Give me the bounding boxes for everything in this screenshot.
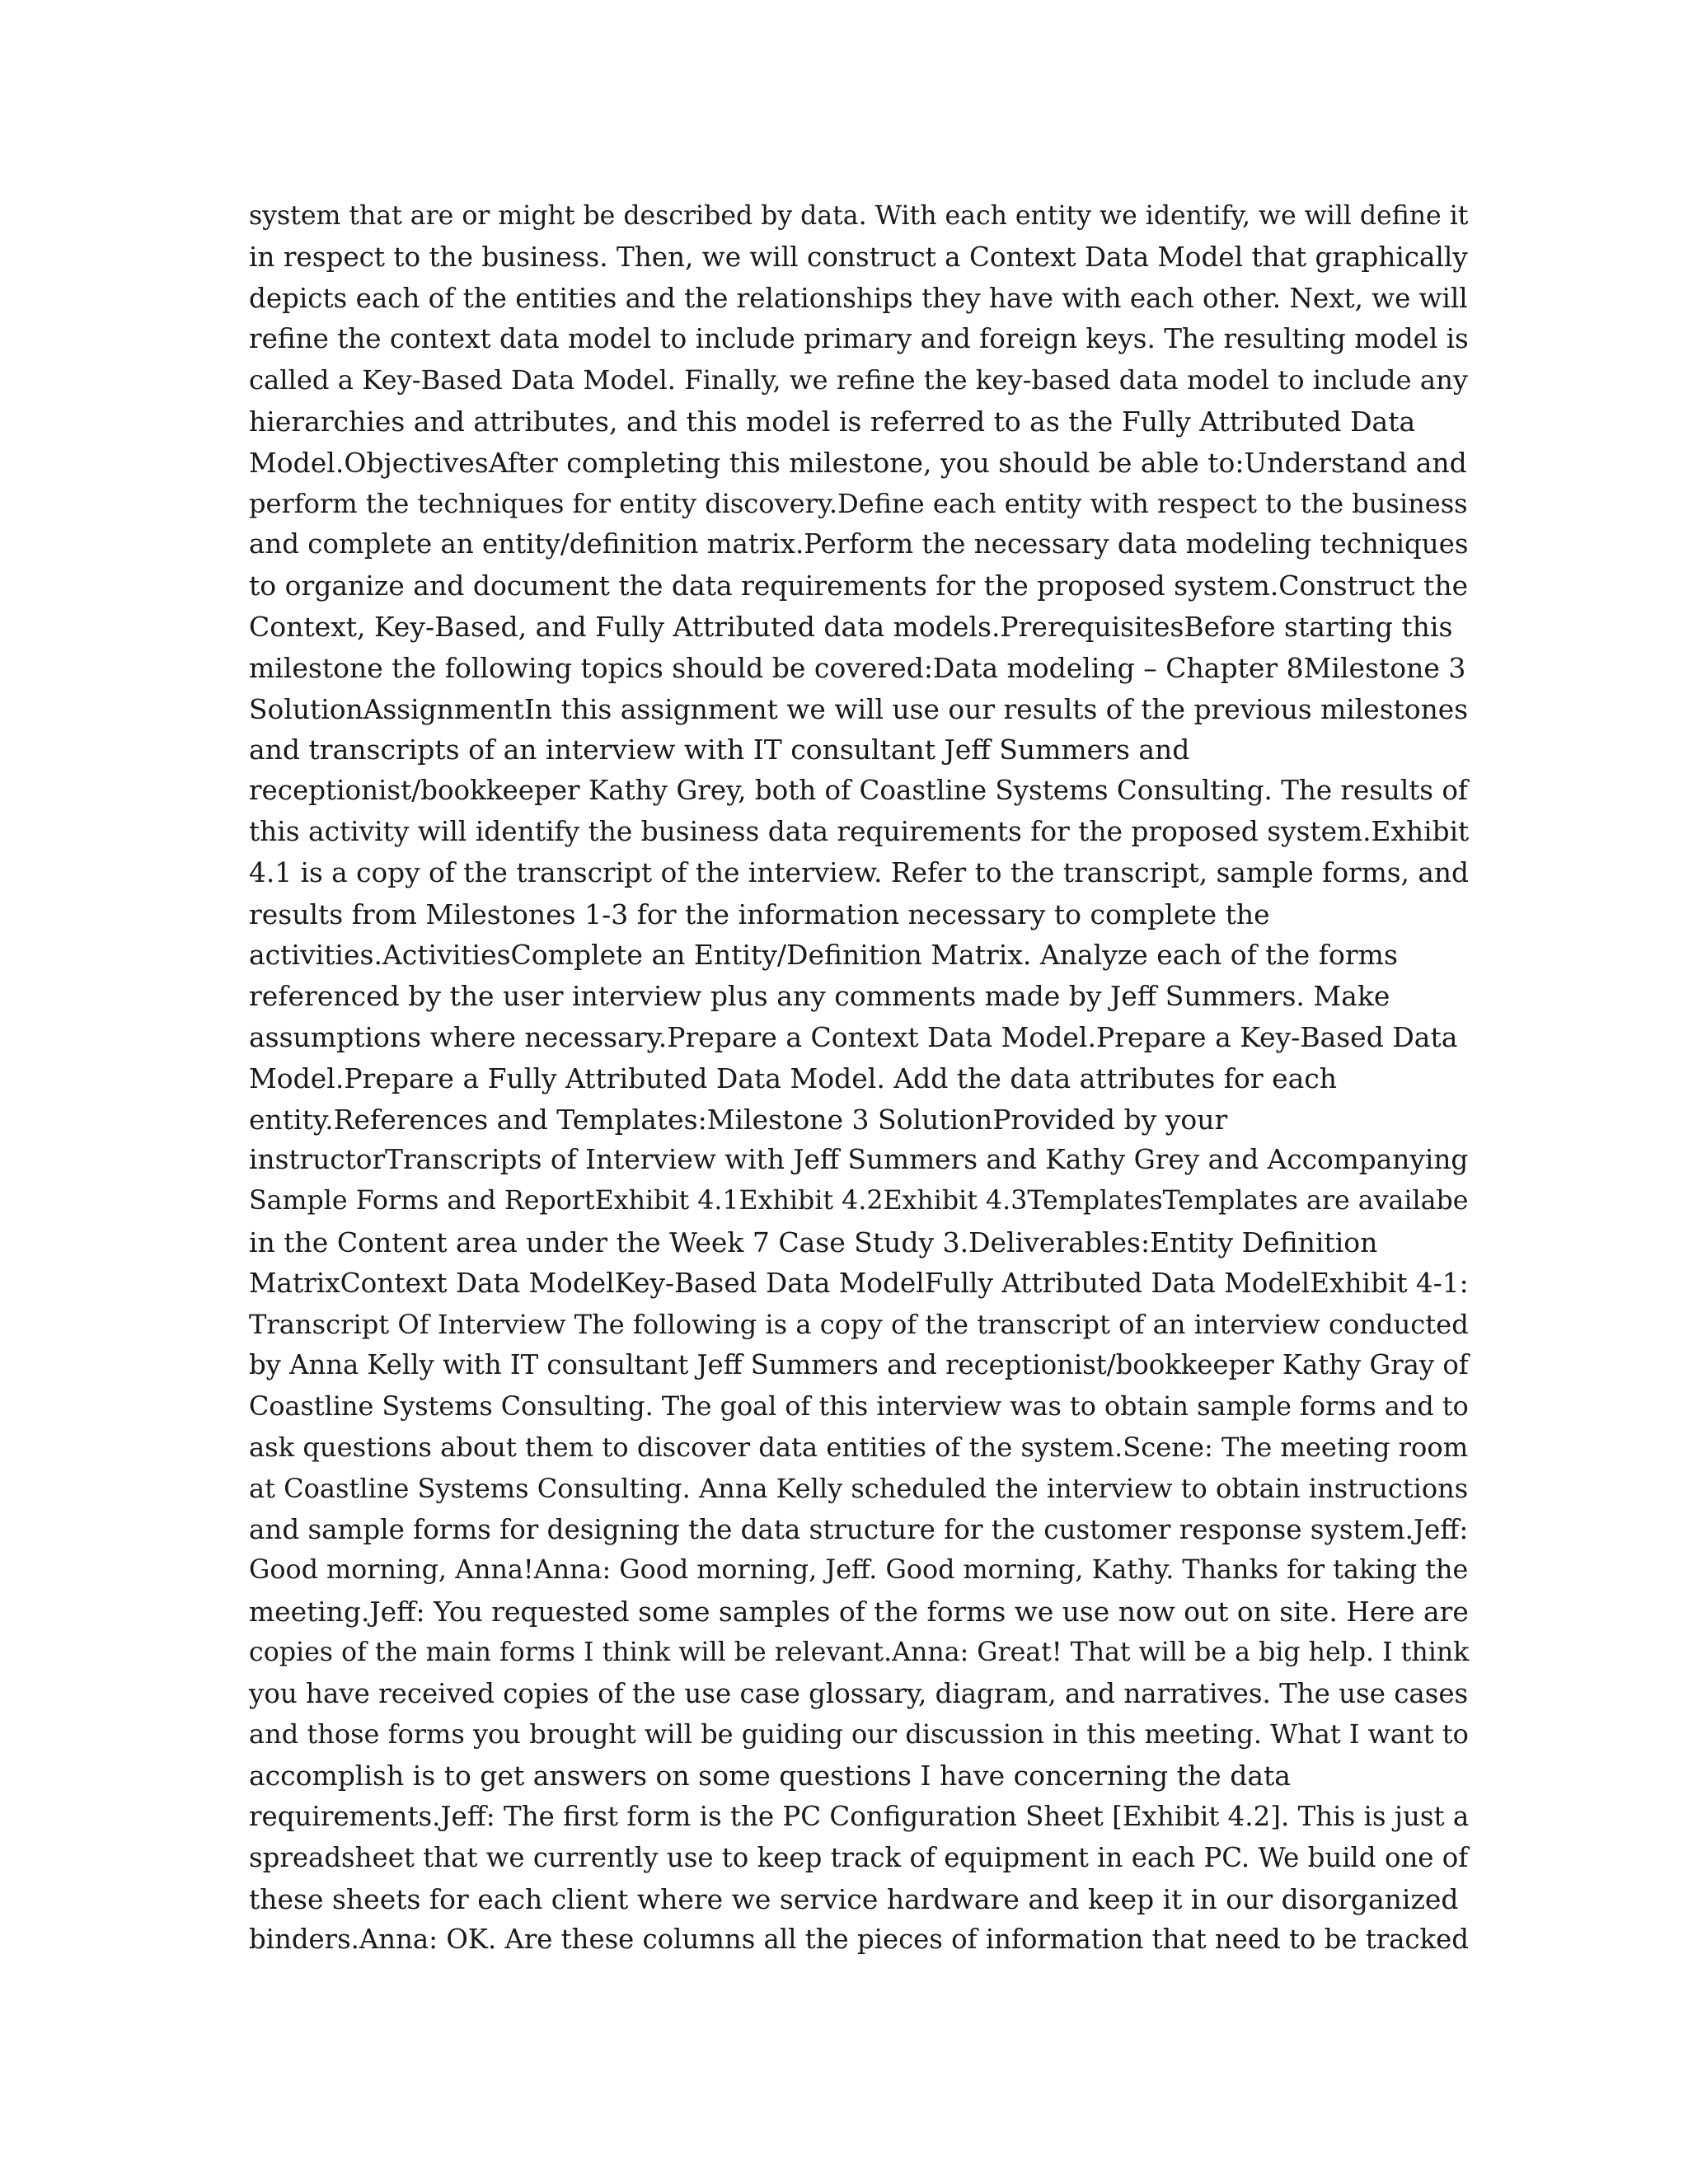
text-line: at Coastline Systems Consulting. Anna Kelly scheduled the interview to obtain instructions bbox=[249, 1472, 1469, 1504]
text-line: and those forms you brought will be guiding our discussion in this meeting. What I want to bbox=[249, 1718, 1469, 1750]
text-line: perform the techniques for entity discovery.Define each entity with respect to the business bbox=[249, 487, 1468, 519]
text-line: in the Content area under the Week 7 Case Study 3.Deliverables:Entity Definition bbox=[249, 1226, 1378, 1258]
text-line: accomplish is to get answers on some questions I have concerning the data bbox=[249, 1760, 1291, 1793]
text-line: SolutionAssignmentIn this assignment we will use our results of the previous milestones bbox=[249, 692, 1469, 725]
text-line: Transcript Of Interview The following is a copy of the transcript of an interview conducted bbox=[249, 1308, 1469, 1340]
text-line: requirements.Jeff: The first form is the PC Configuration Sheet [Exhibit 4.2]. This is just a bbox=[249, 1801, 1470, 1833]
text-line: milestone the following topics should be covered:Data modeling – Chapter 8Milestone 3 bbox=[249, 651, 1466, 684]
text-line: results from Milestones 1-3 for the information necessary to complete the bbox=[249, 898, 1270, 930]
text-line: activities.ActivitiesComplete an Entity/Definition Matrix. Analyze each of the forms bbox=[249, 939, 1398, 972]
text-line: meeting.Jeff: You requested some samples of the forms we use now out on site. Here are bbox=[249, 1596, 1469, 1629]
text-line: in respect to the business. Then, we will construct a Context Data Model that graphically bbox=[249, 241, 1468, 273]
text-line: ask questions about them to discover data entities of the system.Scene: The meeting room bbox=[249, 1431, 1469, 1463]
text-line: to organize and document the data requirements for the proposed system.Construct the bbox=[249, 569, 1469, 602]
text-line: hierarchies and attributes, and this model is referred to as the Fully Attributed Data bbox=[249, 405, 1416, 438]
text-line: entity.References and Templates:Milestone 3 SolutionProvided by your bbox=[249, 1103, 1228, 1136]
text-line: receptionist/bookkeeper Kathy Grey, both of Coastline Systems Consulting. The results of bbox=[249, 775, 1468, 807]
text-line: referenced by the user interview plus any comments made by Jeff Summers. Make bbox=[249, 980, 1390, 1013]
body-text bbox=[249, 196, 1469, 1961]
text-line: called a Key-Based Data Model. Finally, we refine the key-based data model to include any bbox=[249, 364, 1469, 396]
text-line: spreadsheet that we currently use to keep track of equipment in each PC. We build one of bbox=[249, 1841, 1469, 1873]
text-line: Context, Key-Based, and Fully Attributed data models.PrerequisitesBefore starting this bbox=[249, 610, 1453, 643]
text-line: Model.Prepare a Fully Attributed Data Model. Add the data attributes for each bbox=[249, 1062, 1338, 1094]
text-line: Good morning, Anna!Anna: Good morning, Jeff. Good morning, Kathy. Thanks for taking the bbox=[249, 1555, 1469, 1586]
text-line: copies of the main forms I think will be relevant.Anna: Great! That will be a big help. I think bbox=[249, 1637, 1470, 1667]
text-line: refine the context data model to include primary and foreign keys. The resulting model is bbox=[249, 323, 1469, 355]
text-line: by Anna Kelly with IT consultant Jeff Summers and receptionist/bookkeeper Kathy Gray of bbox=[249, 1349, 1469, 1381]
text-line: binders.Anna: OK. Are these columns all the pieces of information that need to be tracked bbox=[249, 1924, 1469, 1956]
text-line: Coastline Systems Consulting. The goal of this interview was to obtain sample forms and to bbox=[249, 1390, 1469, 1422]
text-line: Model.ObjectivesAfter completing this milestone, you should be able to:Understand and bbox=[249, 446, 1467, 479]
text-line: depicts each of the entities and the relationships they have with each other. Next, we will bbox=[249, 282, 1468, 314]
text-line: you have received copies of the use case glossary, diagram, and narratives. The use cases bbox=[249, 1677, 1469, 1709]
text-line: instructorTranscripts of Interview with Jeff Summers and Kathy Grey and Accompanying bbox=[249, 1144, 1469, 1176]
text-line: this activity will identify the business data requirements for the proposed system.Exhibit bbox=[249, 815, 1470, 847]
text-line: and sample forms for designing the data structure for the customer response system.Jeff: bbox=[249, 1513, 1469, 1545]
text-line: these sheets for each client where we service hardware and keep it in our disorganized bbox=[249, 1882, 1459, 1915]
text-line: system that are or might be described by data. With each entity we identify, we will define it bbox=[249, 201, 1469, 231]
text-line: and complete an entity/definition matrix.Perform the necessary data modeling techniques bbox=[249, 528, 1469, 560]
text-line: and transcripts of an interview with IT consultant Jeff Summers and bbox=[249, 733, 1190, 766]
text-line: Sample Forms and ReportExhibit 4.1Exhibit 4.2Exhibit 4.3TemplatesTemplates are availabe bbox=[249, 1186, 1469, 1216]
text-line: assumptions where necessary.Prepare a Context Data Model.Prepare a Key-Based Data bbox=[249, 1020, 1458, 1053]
text-line: MatrixContext Data ModelKey-Based Data ModelFully Attributed Data ModelExhibit 4-1: bbox=[249, 1267, 1469, 1299]
text-line: 4.1 is a copy of the transcript of the interview. Refer to the transcript, sample forms, and bbox=[249, 856, 1469, 888]
